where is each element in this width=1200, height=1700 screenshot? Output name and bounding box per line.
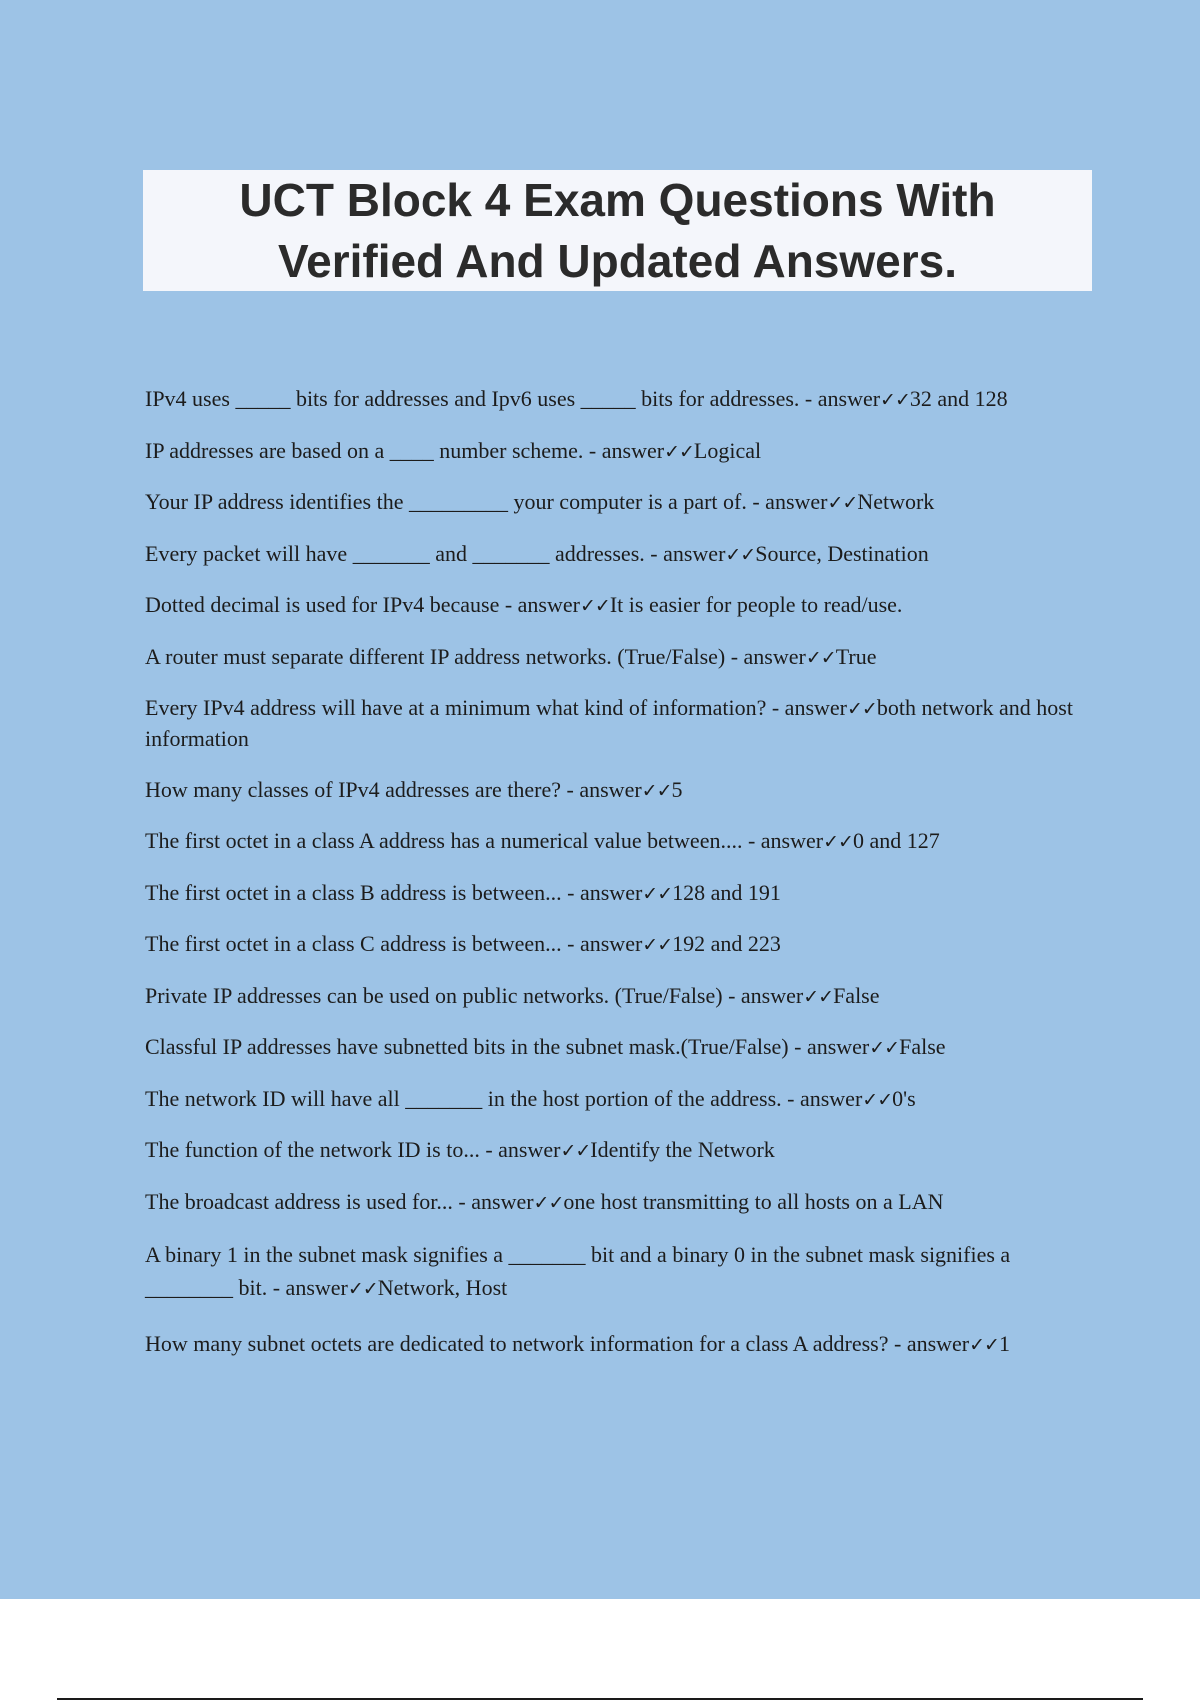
check-mark-icon: ✓✓ <box>347 1278 378 1300</box>
check-mark-icon: ✓✓ <box>725 543 756 566</box>
qa-item <box>145 539 1085 570</box>
question-text: The first octet in a class C address is between... - answer <box>145 931 643 956</box>
answer-text: one host transmitting to all hosts on a LAN <box>563 1188 944 1214</box>
qa-item <box>145 929 1085 960</box>
title-box <box>143 170 1092 291</box>
question-text: Every IPv4 address will have at a minimum what kind of information? - answer <box>145 695 847 720</box>
question-text: How many classes of IPv4 addresses are there? - answer <box>145 776 642 802</box>
qa-item <box>145 1135 1085 1166</box>
question-text: Every packet will have _______ and _______ addresses. - answer <box>145 540 726 566</box>
qa-item <box>145 1032 1085 1063</box>
answer-text: Logical <box>693 437 762 463</box>
question-text: How many subnet octets are dedicated to network information for a class A address? - answer <box>145 1330 970 1356</box>
check-mark-icon: ✓✓ <box>862 1088 893 1111</box>
qa-item <box>145 878 1085 909</box>
question-text: Your IP address identifies the _________ your computer is a part of. - answer <box>145 489 828 514</box>
answer-text: Network <box>857 489 935 514</box>
qa-item <box>145 1084 1085 1115</box>
question-text: IP addresses are based on a ____ number scheme. - answer <box>145 437 665 463</box>
qa-item <box>145 826 1085 857</box>
check-mark-icon: ✓✓ <box>823 831 853 853</box>
question-text: Private IP addresses can be used on public networks. (True/False) - answer <box>145 982 804 1008</box>
qa-item <box>145 436 1085 467</box>
check-mark-icon: ✓✓ <box>847 698 877 720</box>
answer-text: False <box>899 1034 946 1059</box>
check-mark-icon: ✓✓ <box>803 985 834 1008</box>
question-text: A binary 1 in the subnet mask signifies a _______ bit and a binary 0 in the subnet mask signifies a ________ bit. - answer <box>145 1242 1011 1300</box>
answer-text: True <box>835 643 877 669</box>
question-text: Dotted decimal is used for IPv4 because - answer <box>145 592 580 617</box>
answer-text: 32 and 128 <box>909 386 1008 411</box>
answer-text: Identify the Network <box>590 1137 775 1162</box>
answer-text: Network, Host <box>377 1275 508 1300</box>
qa-item <box>145 1327 1085 1362</box>
check-mark-icon: ✓✓ <box>869 1037 900 1059</box>
check-mark-icon: ✓✓ <box>641 779 672 802</box>
answer-text: 0 and 127 <box>852 828 940 853</box>
question-text: The first octet in a class B address is between... - answer <box>145 879 643 905</box>
qa-item <box>145 981 1085 1012</box>
check-mark-icon: ✓✓ <box>642 882 673 905</box>
answer-text: 5 <box>671 776 683 802</box>
check-mark-icon: ✓✓ <box>664 440 694 463</box>
qa-item <box>145 384 1085 415</box>
check-mark-icon: ✓✓ <box>880 389 910 411</box>
qa-item <box>145 1238 1085 1306</box>
question-text: The broadcast address is used for... - answer <box>145 1188 534 1214</box>
question-text: The network ID will have all _______ in the host portion of the address. - answer <box>145 1085 863 1111</box>
check-mark-icon: ✓✓ <box>533 1191 564 1214</box>
answer-text: 192 and 223 <box>672 931 781 956</box>
check-mark-icon: ✓✓ <box>827 492 858 514</box>
answer-text: 128 and 191 <box>672 879 781 905</box>
question-text: The function of the network ID is to... - answer <box>145 1137 561 1162</box>
check-mark-icon: ✓✓ <box>969 1333 999 1356</box>
question-text: A router must separate different IP address networks. (True/False) - answer <box>145 643 806 669</box>
answer-text: Source, Destination <box>755 540 929 566</box>
answer-text: 0's <box>892 1085 916 1111</box>
question-text: The first octet in a class A address has a numerical value between.... - answer <box>145 828 824 853</box>
answer-text: 1 <box>998 1330 1010 1356</box>
qa-item <box>145 642 1085 673</box>
check-mark-icon: ✓✓ <box>642 934 673 956</box>
qa-item <box>145 1187 1085 1218</box>
question-text: Classful IP addresses have subnetted bits in the subnet mask.(True/False) - answer <box>145 1034 870 1059</box>
check-mark-icon: ✓✓ <box>805 646 836 669</box>
qa-item <box>145 693 1085 754</box>
question-text: IPv4 uses _____ bits for addresses and Ipv6 uses _____ bits for addresses. - answer <box>145 386 881 411</box>
check-mark-icon: ✓✓ <box>560 1140 591 1162</box>
page-title: UCT Block 4 Exam Questions With Verified And Updated Answers. <box>239 173 996 287</box>
answer-text: False <box>833 982 880 1008</box>
qa-item <box>145 487 1085 518</box>
answer-text: both network and host information <box>145 695 1073 751</box>
qa-list <box>145 384 1085 1382</box>
answer-text: It is easier for people to read/use. <box>609 592 903 617</box>
qa-item <box>145 775 1085 806</box>
check-mark-icon: ✓✓ <box>579 595 610 617</box>
qa-item <box>145 590 1085 621</box>
